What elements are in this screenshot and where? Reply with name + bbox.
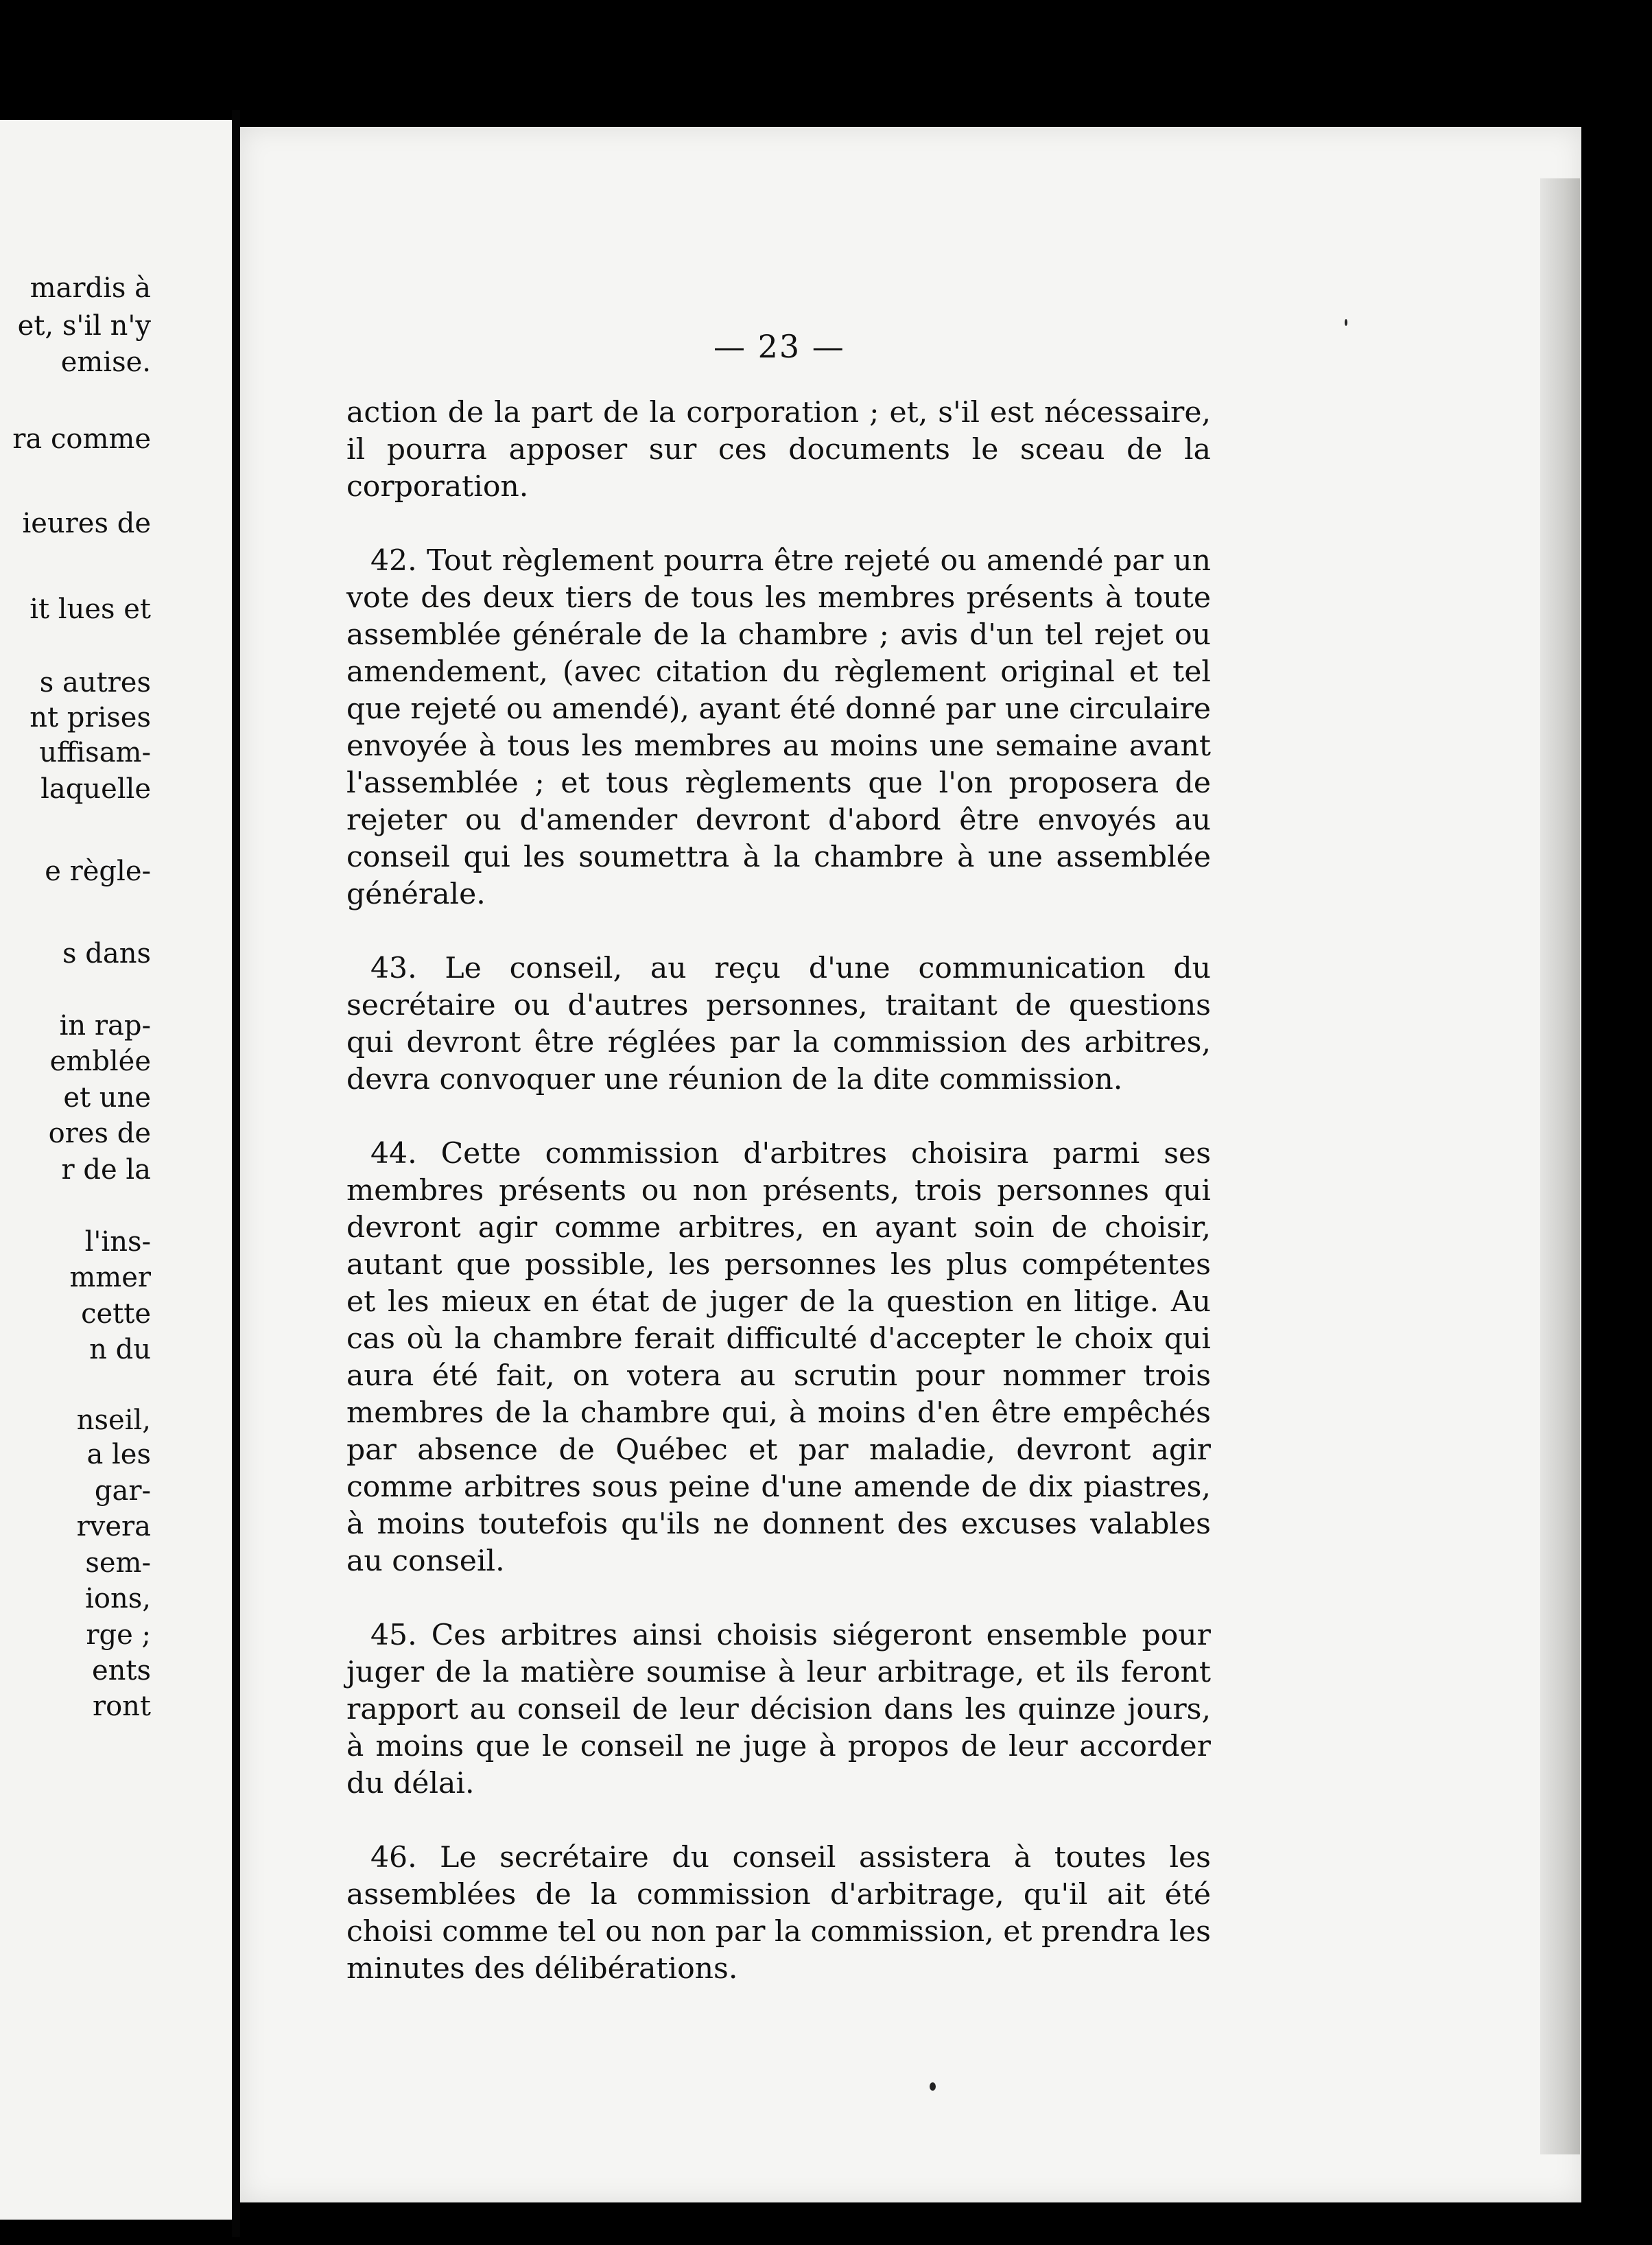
page-edge: [1540, 178, 1580, 2154]
left-page-line-fragment: s autres: [39, 667, 151, 698]
dust-speck: [1345, 319, 1347, 326]
previous-page-fragment: [0, 120, 232, 2220]
left-page-line-fragment: nt prises: [30, 702, 151, 733]
left-page-line-fragment: cette: [81, 1298, 151, 1330]
left-page-line-fragment: a les: [86, 1439, 151, 1470]
page-text: [346, 395, 1211, 2025]
left-page-line-fragment: ents: [91, 1655, 151, 1686]
left-page-line-fragment: l'ins-: [84, 1226, 151, 1258]
left-page-line-fragment: laquelle: [40, 773, 151, 805]
left-page-line-fragment: mmer: [69, 1262, 151, 1293]
left-page-line-fragment: emblée: [49, 1046, 151, 1077]
left-page-line-fragment: ieures de: [22, 508, 151, 539]
paragraph-article-46: 46. Le secrétaire du conseil assistera à toutes les assemblées de la commission d'arbitrage, qu'il ait été choisi comme tel ou non par la commission, et prendra les minutes des délibérations.: [346, 1841, 1211, 1986]
left-page-line-fragment: uffisam-: [39, 737, 151, 768]
page-number: — 23 —: [713, 328, 845, 365]
paragraph-continuation: action de la part de la corporation ; et, s'il est nécessaire, il pourra apposer sur ces documents le sceau de la corporation.: [346, 396, 1211, 504]
left-page-line-fragment: e règle-: [45, 856, 151, 887]
left-page-line-fragment: n du: [89, 1334, 151, 1365]
paragraph-article-44: 44. Cette commission d'arbitres choisira parmi ses membres présents ou non présents, trois personnes qui devront agir comme arbitres, en ayant soin de choisir, autant que possible, les personnes les plus compétentes et les mieux en état de juger de la question en litige. Au cas où la chambre ferait difficulté d'accepter le choix qui aura été fait, on votera au scrutin pour nommer trois membres de la chambre qui, à moins d'en être empêchés par absence de Québec et par maladie, devront agir comme arbitres sous peine d'une amende de dix piastres, à moins toutefois qu'ils ne donnent des excuses valables au conseil.: [346, 1137, 1211, 1578]
left-page-line-fragment: mardis à: [30, 272, 151, 304]
paragraph-article-45: 45. Ces arbitres ainsi choisis siégeront ensemble pour juger de la matière soumise à leur arbitrage, et ils feront rapport au conseil de leur décision dans les quinze jours, à moins que le conseil ne juge à propos de leur accorder du délai.: [346, 1619, 1211, 1800]
paragraph-article-42: 42. Tout règlement pourra être rejeté ou amendé par un vote des deux tiers de tous les membres présents à toute assemblée générale de la chambre ; avis d'un tel rejet ou amendement, (avec citation du règlement original et tel que rejeté ou amendé), ayant été donné par une circulaire envoyée à tous les membres au moins une semaine avant l'assemblée ; et tous règlements que l'on proposera de rejeter ou d'amender devront d'abord être envoyés au conseil qui les soumettra à la chambre à une assemblée générale.: [346, 544, 1211, 911]
left-page-line-fragment: r de la: [61, 1154, 151, 1186]
left-page-line-fragment: ions,: [85, 1583, 151, 1614]
left-page-line-fragment: ra comme: [12, 423, 151, 455]
dust-speck: [930, 2082, 936, 2091]
left-page-line-fragment: s dans: [62, 938, 151, 969]
left-page-line-fragment: et, s'il n'y: [17, 310, 151, 342]
left-page-line-fragment: nseil,: [76, 1404, 151, 1436]
book-gutter: [232, 110, 240, 2237]
left-page-line-fragment: rge ;: [86, 1619, 151, 1651]
left-page-line-fragment: in rap-: [59, 1010, 151, 1042]
left-page-line-fragment: emise.: [60, 346, 151, 378]
left-page-line-fragment: ront: [92, 1691, 151, 1722]
left-page-line-fragment: rvera: [76, 1511, 151, 1542]
left-page-line-fragment: et une: [63, 1082, 151, 1114]
paragraph-article-43: 43. Le conseil, au reçu d'une communication du secrétaire ou d'autres personnes, traitant de questions qui devront être réglées par la commission des arbitres, devra convoquer une réunion de la dite commission.: [346, 952, 1211, 1096]
left-page-line-fragment: gar-: [94, 1475, 151, 1507]
left-page-line-fragment: ores de: [48, 1118, 151, 1149]
left-page-line-fragment: sem-: [85, 1547, 151, 1579]
left-page-line-fragment: it lues et: [30, 593, 151, 625]
